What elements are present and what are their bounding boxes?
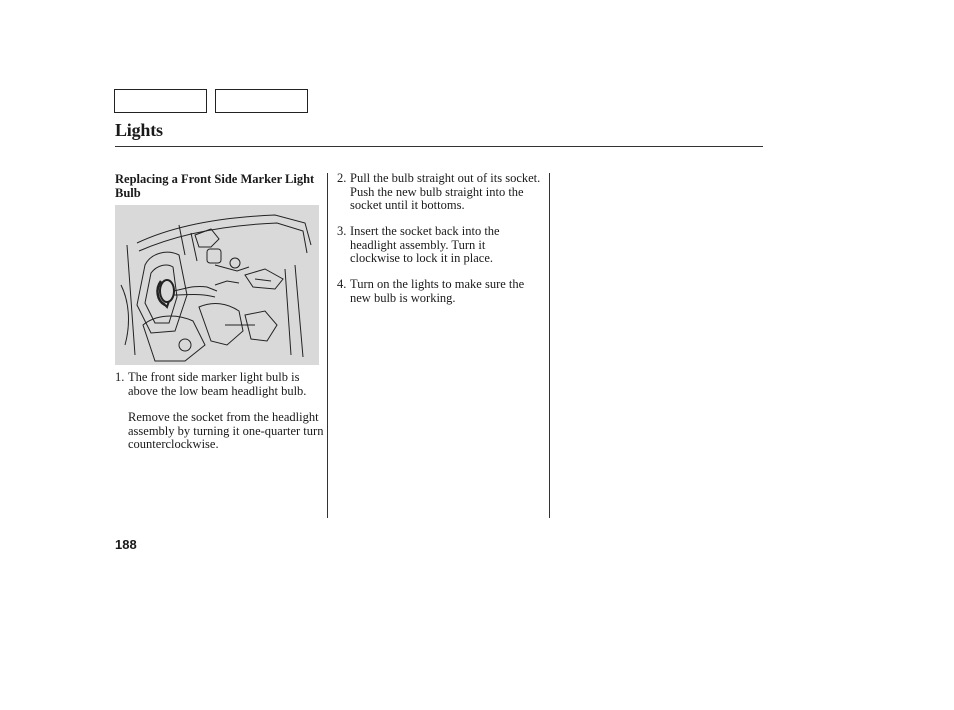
step-text: The front side marker light bulb is above the low beam headlight bulb.: [128, 370, 307, 398]
step-3: [337, 225, 527, 266]
engine-bay-figure: [115, 205, 319, 365]
step-number: 1.: [115, 370, 125, 384]
nav-tab-box-2[interactable]: [215, 89, 308, 113]
engine-bay-headlight-illustration-icon: [115, 205, 319, 365]
step-text: Turn on the lights to make sure the new bulb is working.: [350, 277, 525, 305]
step-number: 3.: [337, 224, 347, 238]
step-text: Insert the socket back into the headlight assembly. Turn it clockwise to lock it in place.: [350, 224, 500, 265]
page-title: Lights: [115, 120, 163, 140]
column-divider-2: [549, 173, 550, 518]
nav-tab-box-1[interactable]: [114, 89, 207, 113]
step-1-continued: [115, 411, 325, 452]
step-text: Pull the bulb straight out of its socket. Push the new bulb straight into the socket until it bottoms.: [350, 171, 541, 212]
column-divider-1: [327, 173, 328, 518]
step-4: [337, 278, 537, 305]
step-text: Remove the socket from the headlight assembly by turning it one-quarter turn counterclockwise.: [128, 410, 324, 451]
section-heading: Replacing a Front Side Marker Light Bulb: [115, 172, 315, 200]
page-number: 188: [115, 537, 137, 552]
step-number: 2.: [337, 171, 347, 185]
step-number: 4.: [337, 277, 347, 291]
title-divider: [115, 146, 763, 147]
step-1: [115, 371, 325, 398]
step-2: [337, 172, 547, 213]
